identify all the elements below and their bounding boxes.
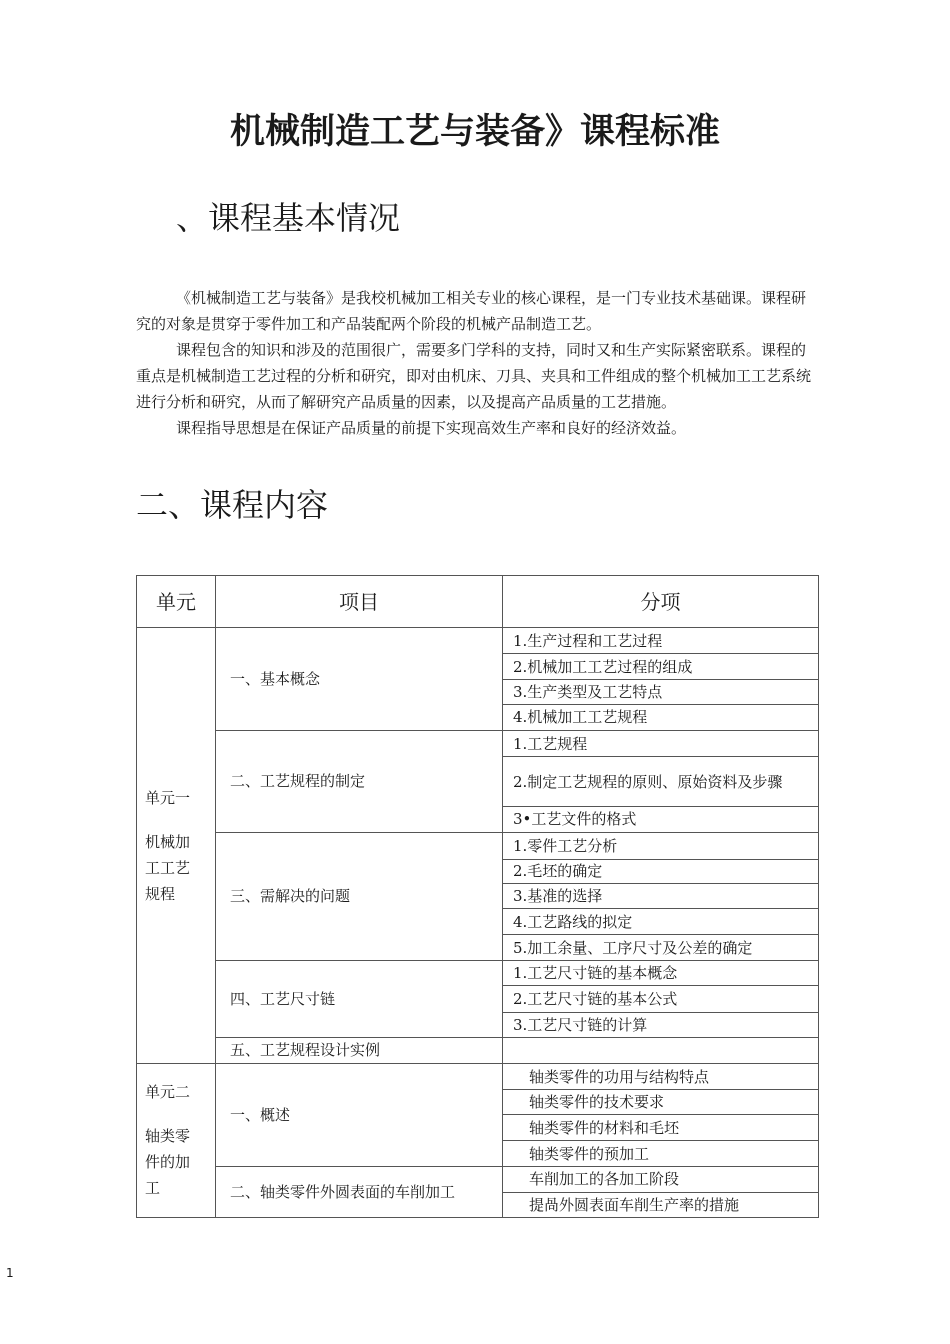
subitem-cell: 2.机械加工工艺过程的组成 [503,654,819,679]
section-heading-basic-info: 、课程基本情况 [176,199,401,237]
subitem-cell [503,1037,819,1063]
unit-subtitle-line: 规程 [145,884,176,903]
subitem-cell: 1.工艺规程 [503,730,819,756]
subitem-cell: 轴类零件的技术要求 [503,1090,819,1115]
section-heading-course-content: 二、课程内容 [136,486,329,524]
unit-subtitle-line: 工工艺 [145,858,191,877]
subitem-cell: 1.生产过程和工艺过程 [503,628,819,654]
project-cell: 三、需解决的问题 [216,832,503,961]
table-row [137,1037,819,1063]
subitem-cell: 3•工艺文件的格式 [503,807,819,832]
unit-subtitle-line: 机械加 [145,832,191,851]
table-row [137,1063,819,1089]
subitem-cell: 3.生产类型及工艺特点 [503,679,819,704]
header-project: 项目 [216,576,503,628]
subitem-cell: 2.工艺尺寸链的基本公式 [503,986,819,1012]
unit-name: 单元二 [145,1083,191,1102]
table-header-row [137,576,819,628]
paragraph-2: 课程包含的知识和涉及的范围很广，需要多门学科的支持，同时又和生产实际紧密联系。课程的重点是机械制造工艺过程的分析和研究，即对由机床、刀具、夹具和工件组成的整个机械加工工艺系统进行分析和研究，从而了解研究产品质量的因素，以及提高产品质量的工艺措施。 [136,341,812,411]
project-cell: 四、工艺尺寸链 [216,961,503,1037]
table-row [137,1166,819,1192]
subitem-cell: 3.工艺尺寸链的计算 [503,1012,819,1037]
project-cell: 一、基本概念 [216,628,503,731]
subitem-cell: 4.工艺路线的拟定 [503,909,819,935]
subitem-cell: 4.机械加工工艺规程 [503,704,819,730]
subitem-cell: 3.基准的选择 [503,883,819,908]
course-content-table [136,575,819,1218]
table-row [137,730,819,756]
table-row [137,961,819,986]
table-row [137,832,819,859]
subitem-cell: 1.工艺尺寸链的基本概念 [503,961,819,986]
paragraph-3: 课程指导思想是在保证产品质量的前提下实现高效生产率和良好的经济效益。 [176,419,687,437]
subitem-cell: 轴类零件的预加工 [503,1141,819,1166]
document-title: 机械制造工艺与装备》课程标准 [229,112,720,152]
subitem-cell: 2.制定工艺规程的原则、原始资料及步骤 [503,757,819,807]
paragraph-1: 《机械制造工艺与装备》是我校机械加工相关专业的核心课程，是一门专业技术基础课。课程研究的对象是贯穿于零件加工和产品装配两个阶段的机械产品制造工艺。 [136,289,807,333]
project-cell: 二、轴类零件外圆表面的车削加工 [216,1166,503,1217]
header-subitem: 分项 [503,576,819,628]
unit-cell-1 [137,628,216,1064]
subitem-cell: 提咼外圆表面车削生产率的措施 [503,1192,819,1217]
project-cell: 二、工艺规程的制定 [216,730,503,832]
unit-subtitle-line: 工 [145,1179,161,1198]
unit-cell-2 [137,1063,216,1217]
table-row [137,628,819,654]
project-cell: 一、概述 [216,1063,503,1166]
unit-name: 单元一 [145,788,191,807]
unit-subtitle-line: 件的加 [145,1153,191,1172]
subitem-cell: 轴类零件的功用与结构特点 [503,1063,819,1089]
subitem-cell: 轴类零件的材料和毛坯 [503,1115,819,1141]
unit-subtitle-line: 轴类零 [145,1127,191,1146]
project-cell: 五、工艺规程设计实例 [216,1037,503,1063]
subitem-cell: 5.加工余量、工序尺寸及公差的确定 [503,935,819,961]
subitem-cell: 1.零件工艺分析 [503,832,819,859]
subitem-cell: 2.毛坯的确定 [503,859,819,883]
subitem-cell: 车削加工的各加工阶段 [503,1166,819,1192]
page-number: 1 [6,1266,14,1280]
header-unit: 单元 [137,576,216,628]
intro-paragraphs [136,285,818,441]
